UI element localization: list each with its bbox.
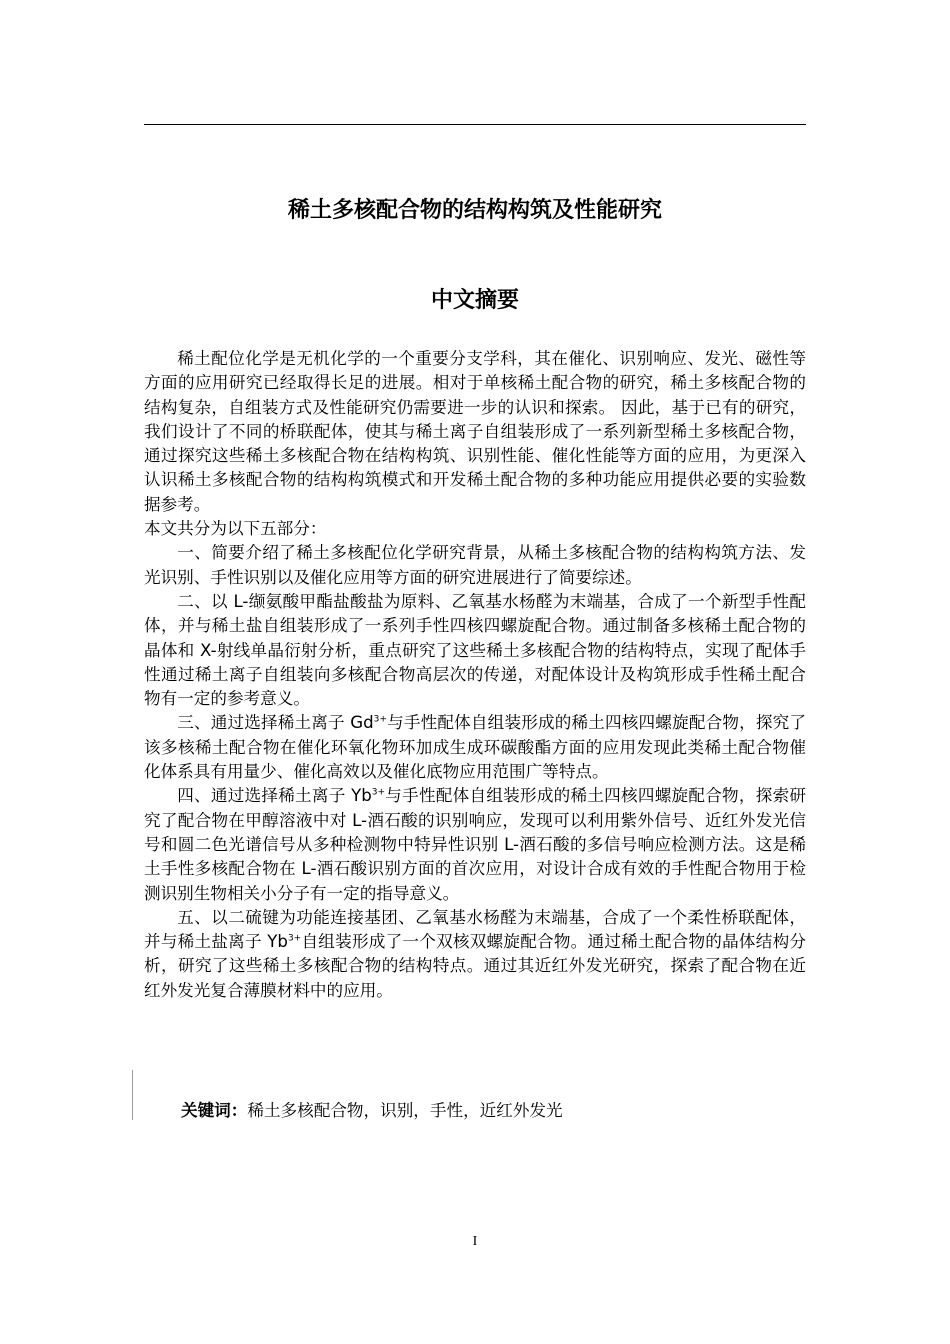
part4-superscript: 3+ bbox=[371, 787, 386, 798]
document-title: 稀土多核配合物的结构构筑及性能研究 bbox=[287, 198, 662, 223]
page-number: I bbox=[472, 1234, 478, 1249]
paragraph-part5 bbox=[144, 906, 806, 1003]
paragraph-part4 bbox=[144, 784, 806, 905]
paragraph-outline: 本文共分为以下五部分： bbox=[144, 519, 327, 539]
part5-text-a: 五、以二硫键为功能连接基团、乙氧基水杨醛为末端基，合成了一个柔性桥联配体，并与稀土盐离子 Yb bbox=[144, 907, 806, 952]
part3-text-a: 三、通过选择稀土离子 Gd bbox=[177, 713, 374, 733]
paragraph-part2: 二、以 L-缬氨酸甲酯盐酸盐为原料、乙氧基水杨醛为末端基，合成了一个新型手性配体，并与稀土盐自组装形成了一系列手性四核四螺旋配合物。通过制备多核稀土配合物的晶体和 X-射线单晶衍射分析，重点研究了这些稀土多核配合物的结构特点，实现了配体手性通过稀土离子自组装向多核配合物高层次的传递，对配体设计及构筑形成手性稀土配合物有一定的参考意义。 bbox=[144, 591, 806, 709]
keywords-line bbox=[181, 1097, 563, 1121]
part3-superscript: 3+ bbox=[373, 714, 387, 725]
paragraph-part3 bbox=[144, 711, 806, 784]
margin-change-bar bbox=[132, 1070, 133, 1120]
header-rule bbox=[144, 124, 806, 125]
part5-text-b: 自组装形成了一个双核双螺旋配合物。通过稀土配合物的晶体结构分析，研究了这些稀土多核配合物的结构特点。通过其近红外发光研究，探索了配合物在近红外发光复合薄膜材料中的应用。 bbox=[144, 932, 806, 1000]
part5-superscript: 3+ bbox=[287, 933, 302, 944]
part4-text-a: 四、通过选择稀土离子 Yb bbox=[177, 786, 372, 806]
keywords-value: 稀土多核配合物，识别，手性，近红外发光 bbox=[247, 1101, 563, 1120]
part4-text-b: 与手性配体自组装形成的稀土四核四螺旋配合物，探索研究了配合物在甲醇溶液中对 L-酒石酸的识别响应，发现可以利用紫外信号、近红外发光信号和圆二色光谱信号从多种检测物中特异性识别 L-酒石酸的多信号响应检测方法。这是稀土手性多核配合物在 L-酒石酸识别方面的首次应用，对设计合成有效的手性配合物用于检测识别生物相关小分子有一定的指导意义。 bbox=[144, 786, 806, 903]
part3-text-b: 与手性配体自组装形成的稀土四核四螺旋配合物，探究了该多核稀土配合物在催化环氧化物环加成生成环碳酸酯方面的应用发现此类稀土配合物催化体系具有用量少、催化高效以及催化底物应用范围广等特点。 bbox=[144, 713, 807, 782]
paragraph-intro: 稀土配位化学是无机化学的一个重要分支学科，其在催化、识别响应、发光、磁性等方面的应用研究已经取得长足的进展。相对于单核稀土配合物的研究，稀土多核配合物的结构复杂，自组装方式及性能研究仍需要进一步的认识和探索。 因此，基于已有的研究，我们设计了不同的桥联配体，使其与稀土离子自组装形成了一系列新型稀土多核配合物，通过探究这些稀土多核配合物在结构构筑、识别性能、催化性能等方面的应用，为更深入认识稀土多核配合物的结构构筑模式和开发稀土配合物的多种功能应用提供必要的实验数据参考。 bbox=[144, 349, 806, 514]
keywords-label: 关键词： bbox=[181, 1101, 248, 1120]
abstract-body bbox=[144, 347, 806, 1003]
paragraph-part1: 一、简要介绍了稀土多核配位化学研究背景，从稀土多核配合物的结构构筑方法、发光识别、手性识别以及催化应用等方面的研究进展进行了简要综述。 bbox=[144, 543, 806, 587]
abstract-heading: 中文摘要 bbox=[430, 288, 519, 313]
